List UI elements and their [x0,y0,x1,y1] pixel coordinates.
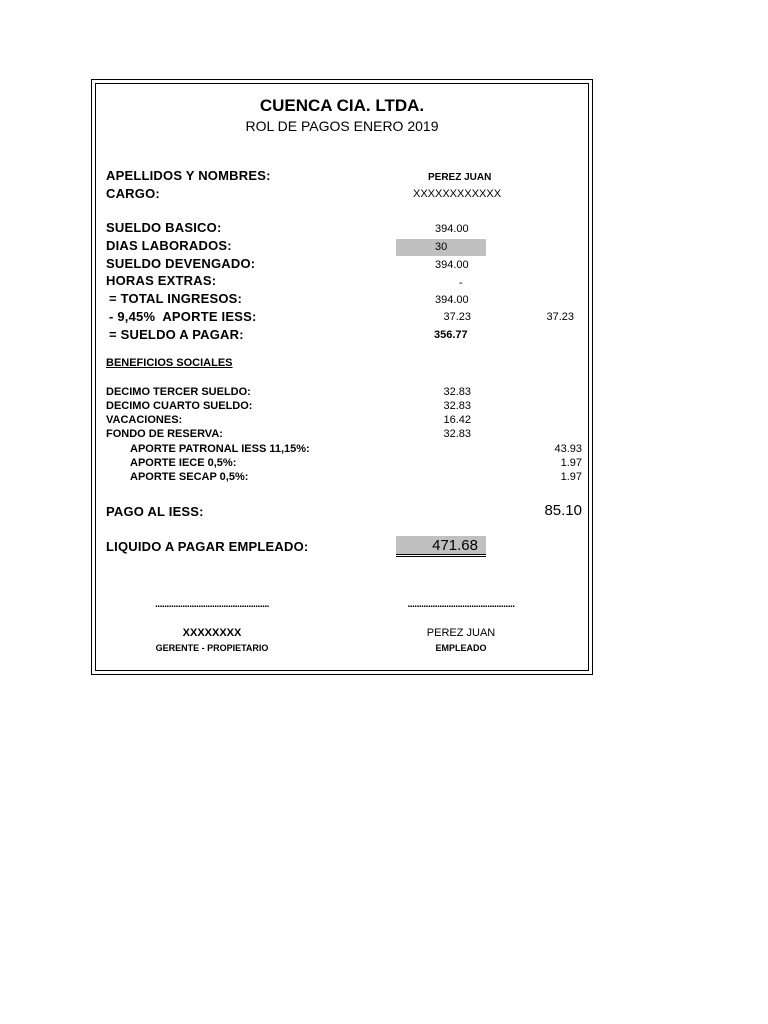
manager-signature-line: .................................................. [155,599,269,610]
salary-to-pay-label: = SUELDO A PAGAR: [109,327,244,342]
iece-contribution-value: 1.97 [560,457,582,469]
iess-payment-label: PAGO AL IESS: [106,504,204,519]
vacations-label: VACACIONES: [106,414,183,426]
days-worked-label: DIAS LABORADOS: [106,238,232,253]
basic-salary-value: 394.00 [435,223,469,235]
earned-salary-value: 394.00 [435,259,469,271]
thirteenth-salary-value: 32.83 [443,386,471,398]
fourteenth-salary-label: DECIMO CUARTO SUELDO: [106,400,253,412]
name-value: PEREZ JUAN [428,172,492,183]
iess-contribution-value: 37.23 [443,311,471,323]
net-pay-double-underline [396,554,486,557]
overtime-value: - [459,277,463,289]
basic-salary-label: SUELDO BASICO: [106,220,222,235]
secap-contribution-value: 1.97 [560,471,582,483]
employer-contribution-label: APORTE PATRONAL IESS 11,15%: [130,443,310,455]
days-worked-value: 30 [435,241,448,253]
manager-role: GERENTE - PROPIETARIO [155,643,269,653]
iess-contribution-label: - 9,45% APORTE IESS: [109,309,257,324]
total-income-value: 394.00 [435,294,469,306]
position-label: CARGO: [106,186,160,201]
employee-signature-line: ............................................... [407,599,515,610]
employee-signature-name: PEREZ JUAN [426,627,496,639]
salary-to-pay-value: 356.77 [434,329,468,341]
reserve-fund-value: 32.83 [443,428,471,440]
reserve-fund-label: FONDO DE RESERVA: [106,428,223,440]
name-label: APELLIDOS Y NOMBRES: [106,168,271,183]
position-value: XXXXXXXXXXXX [413,188,502,200]
thirteenth-salary-label: DECIMO TERCER SUELDO: [106,386,251,398]
employer-contribution-value: 43.93 [554,443,582,455]
secap-contribution-label: APORTE SECAP 0,5%: [130,471,249,483]
total-income-label: = TOTAL INGRESOS: [109,291,243,306]
fourteenth-salary-value: 32.83 [443,400,471,412]
net-pay-label: LIQUIDO A PAGAR EMPLEADO: [106,539,309,554]
iece-contribution-label: APORTE IECE 0,5%: [130,457,237,469]
iess-payment-value: 85.10 [544,502,582,519]
earned-salary-label: SUELDO DEVENGADO: [106,256,256,271]
company-name: CUENCA CIA. LTDA. [259,96,425,115]
iess-contribution-value-right: 37.23 [546,311,574,323]
overtime-label: HORAS EXTRAS: [106,273,217,288]
employee-role: EMPLEADO [435,643,487,653]
payroll-title: ROL DE PAGOS ENERO 2019 [245,118,439,134]
net-pay-value: 471.68 [432,537,478,554]
manager-name: XXXXXXXX [182,627,242,639]
benefits-title: BENEFICIOS SOCIALES [106,357,233,369]
vacations-value: 16.42 [443,414,471,426]
